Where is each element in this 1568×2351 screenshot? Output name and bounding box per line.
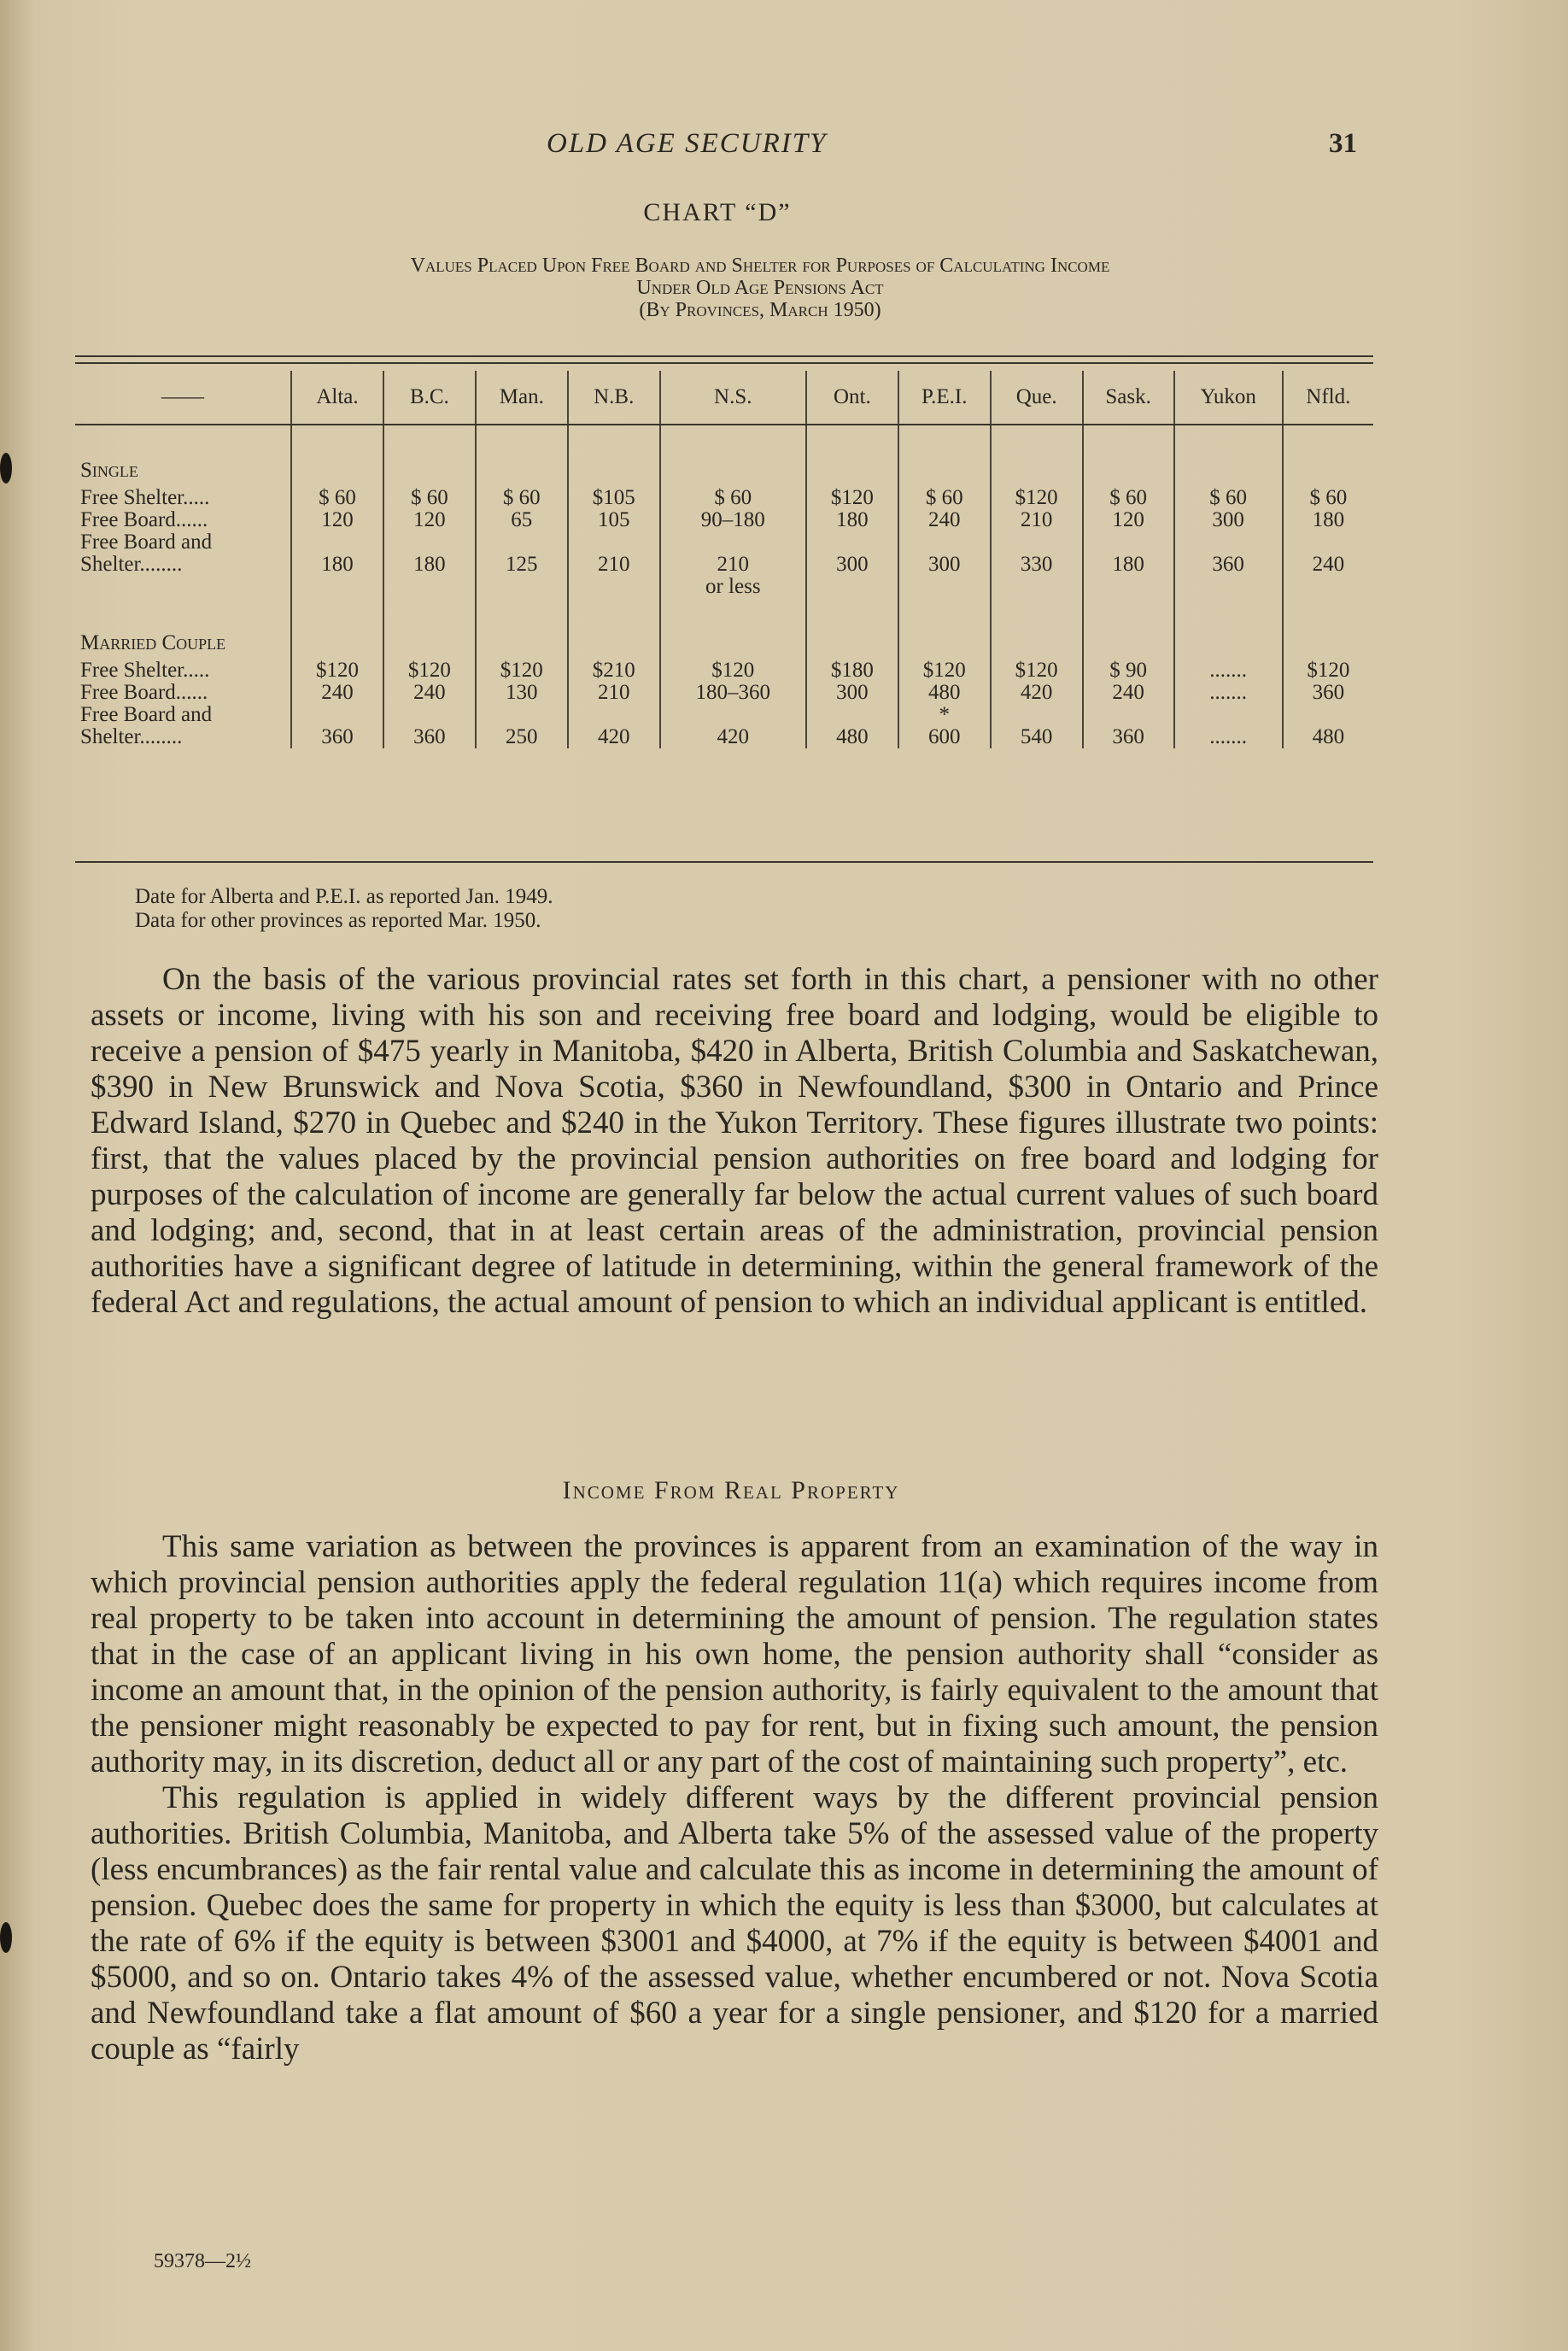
table-row [75,487,1373,509]
table-cell [383,531,476,554]
table-cell [1083,704,1174,726]
table-cell: 120 [291,509,383,531]
table-top-rule [75,355,1373,364]
column-header: Que. [991,371,1083,425]
table-notes [135,885,553,933]
table-cell: $ 60 [1083,487,1174,509]
table-cell [1174,576,1283,598]
table-cell: $120 [806,487,898,509]
empty-cell [476,425,568,487]
empty-cell [806,598,898,660]
body-paragraph-block [91,962,1378,1321]
table-cell [476,704,568,726]
row-label: Shelter........ [80,553,183,576]
empty-cell [291,425,383,487]
table-row [75,682,1373,704]
table-cell [898,531,991,554]
table-cell [898,576,991,598]
table-row [75,509,1373,531]
table-cell: 120 [383,509,476,531]
empty-cell [1174,425,1283,487]
table-cell [383,576,476,598]
table-note: Data for other provinces as reported Mar. 1950. [135,909,541,932]
empty-cell [991,425,1083,487]
table-cell: 420 [660,726,806,748]
table-cell: 480 [806,726,898,748]
empty-cell [898,425,991,487]
printer-code: 59378—2½ [154,2250,251,2272]
table-cell: 240 [898,509,991,531]
table-row [75,726,1373,748]
section-label: Married Couple [80,631,226,654]
table-row [75,660,1373,682]
table-cell: 210 [991,509,1083,531]
binding-mark [0,453,12,484]
table-cell: 240 [1083,682,1174,704]
empty-cell [568,598,660,660]
section-heading: Income From Real Property [562,1476,900,1504]
table-cell: 180 [806,509,898,531]
column-header: Sask. [1083,371,1174,425]
table-section-row [75,598,1373,660]
table-cell: $ 60 [1174,487,1283,509]
table-cell [291,576,383,598]
column-header: Man. [476,371,568,425]
empty-cell [383,598,476,660]
row-label [75,576,291,598]
table-cell: 300 [806,682,898,704]
table-cell: $120 [660,660,806,682]
empty-cell [1083,598,1174,660]
table-cell: $105 [568,487,660,509]
rates-table [75,371,1373,748]
table-cell: $120 [291,660,383,682]
table-row [75,554,1373,576]
table-cell: 210 [660,554,806,576]
table-cell [568,531,660,554]
body-paragraph: This same variation as between the provinces is apparent from an examination of the way in which provincial pension authorities apply the federal regulation 11(a) which requires income from real property to be taken into account in determining the amount of pension. The regulation states that in the case of an applicant living in his own home, the pension authority shall “consider as income an amount that, in the opinion of the pension authority, is fairly equivalent to the amount that the pensioner might reasonably be expected to pay for rent, but in fixing such amount, the pension authority may, in its discretion, deduct all or any part of the cost of maintaining such property”, etc. [91,1529,1378,1779]
table-cell: 125 [476,554,568,576]
table-cell: 210 [568,682,660,704]
table-cell [660,704,806,726]
table-cell: 130 [476,682,568,704]
column-header: P.E.I. [898,371,991,425]
empty-cell [291,598,383,660]
table-cell: $ 60 [660,487,806,509]
table-cell: 90–180 [660,509,806,531]
table-body [75,425,1373,748]
table-cell: 300 [806,554,898,576]
table-cell: 180 [291,554,383,576]
running-title: OLD AGE SECURITY [547,128,828,159]
table-cell: $ 60 [1283,487,1373,509]
table-cell: 240 [383,682,476,704]
empty-cell [568,425,660,487]
table-cell: $120 [991,660,1083,682]
table-row [75,704,1373,726]
chart-subtitle-line: (By Provinces, March 1950) [639,299,881,321]
table-cell: $120 [476,660,568,682]
table-cell [991,704,1083,726]
row-label: Free Board and [80,531,213,554]
body-paragraph: This regulation is applied in widely different ways by the different provincial pension authorities. British Columbia, Manitoba, and Alberta take 5% of the assessed value of the property (less encumbrances) as the fair rental value and calculate this as income in determining the amount of pension. Quebec does the same for property in which the equity is less than $3000, but calculates at the rate of 6% if the equity is between $3001 and $4000, at 7% if the equity is between $4001 and $5000, and so on. Ontario takes 4% of the assessed value, whether encumbered or not. Nova Scotia and Newfoundland take a flat amount of $60 a year for a single pensioner, and $120 for a married couple as “fairly [91,1780,1378,2067]
table-row [75,531,1373,554]
table-cell [291,704,383,726]
table-cell: 180 [383,554,476,576]
row-label: Free Board and [80,703,213,726]
table-cell: 65 [476,509,568,531]
table-cell: $ 90 [1083,660,1174,682]
body-paragraph-block [91,1529,1378,2067]
table-cell: 600 [898,726,991,748]
table-cell [806,704,898,726]
table-cell: 250 [476,726,568,748]
table-cell [660,531,806,554]
table-cell: 120 [1083,509,1174,531]
column-header: B.C. [383,371,476,425]
table-cell: $ 60 [476,487,568,509]
table-cell [568,704,660,726]
table-cell [1083,531,1174,554]
table-cell: ....... [1174,726,1283,748]
table-cell: 480 [898,682,991,704]
row-label: Free Board...... [80,681,208,704]
empty-cell [1174,598,1283,660]
table-cell [1283,704,1373,726]
table-cell [1174,704,1283,726]
table-cell: 330 [991,554,1083,576]
table-header-row [75,371,1373,425]
row-label: Free Shelter..... [80,659,210,682]
row-label: Shelter........ [80,725,183,748]
column-header: —— [75,371,291,425]
table-cell [1083,576,1174,598]
empty-cell [898,598,991,660]
table-cell: ....... [1174,682,1283,704]
table-cell: 180–360 [660,682,806,704]
rates-table-region [75,355,1373,863]
column-header: Yukon [1174,371,1283,425]
table-cell [1283,531,1373,554]
row-label: Free Shelter..... [80,486,210,509]
table-cell [806,531,898,554]
table-cell: 360 [291,726,383,748]
table-cell: 240 [1283,554,1373,576]
empty-cell [1283,425,1373,487]
table-cell: 420 [568,726,660,748]
table-cell [291,531,383,554]
table-cell: $ 60 [291,487,383,509]
table-cell: $120 [383,660,476,682]
table-cell: * [898,704,991,726]
body-paragraph: On the basis of the various provincial rates set forth in this chart, a pensioner with no other assets or income, living with his son and receiving free board and lodging, would be eligible to receive a pension of $475 yearly in Manitoba, $420 in Alberta, British Columbia and Saskatchewan, $390 in New Brunswick and Nova Scotia, $360 in Newfoundland, $300 in Ontario and Prince Edward Island, $270 in Quebec and $240 in the Yukon Territory. These figures illustrate two points: first, that the values placed by the provincial pension authorities on free board and lodging for purposes of the calculation of income are generally far below the actual current values of such board and lodging; and, second, that in at least certain areas of the administration, provincial pension authorities have a significant degree of latitude in determining, within the general framework of the federal Act and regulations, the actual amount of pension to which an individual applicant is entitled. [91,962,1378,1320]
table-cell [806,576,898,598]
empty-cell [1283,598,1373,660]
table-cell: 360 [1174,554,1283,576]
table-cell: 360 [383,726,476,748]
table-cell [568,576,660,598]
column-header: Ont. [806,371,898,425]
empty-cell [806,425,898,487]
table-cell: $120 [1283,660,1373,682]
column-header: Alta. [291,371,383,425]
table-cell: 240 [291,682,383,704]
table-cell: 210 [568,554,660,576]
page-number: 31 [1329,128,1357,159]
table-section-row [75,425,1373,487]
table-cell [991,531,1083,554]
table-cell: 105 [568,509,660,531]
table-cell: $ 60 [898,487,991,509]
empty-cell [476,598,568,660]
empty-cell [660,598,806,660]
table-cell: 420 [991,682,1083,704]
table-cell: 300 [898,554,991,576]
row-label: Free Board...... [80,508,208,531]
table-row [75,576,1373,598]
table-cell: 180 [1083,554,1174,576]
empty-cell [660,425,806,487]
table-cell [383,704,476,726]
table-cell: or less [660,576,806,598]
table-cell: $120 [991,487,1083,509]
chart-subtitle [68,255,1452,321]
column-header: Nfld. [1283,371,1373,425]
chart-subtitle-line: Under Old Age Pensions Act [636,277,884,299]
table-cell [991,576,1083,598]
section-label: Single [80,459,138,482]
table-cell: 360 [1083,726,1174,748]
chart-title: CHART “D” [643,198,792,226]
table-cell: 300 [1174,509,1283,531]
table-cell: 540 [991,726,1083,748]
table-cell: 360 [1283,682,1373,704]
table-cell [1283,576,1373,598]
binding-mark [0,1922,12,1953]
table-cell: 180 [1283,509,1373,531]
table-cell: $120 [898,660,991,682]
table-cell: $ 60 [383,487,476,509]
table-cell: 480 [1283,726,1373,748]
empty-cell [1083,425,1174,487]
table-bottom-rule [75,861,1373,863]
table-cell: $210 [568,660,660,682]
table-cell [1174,531,1283,554]
table-note: Date for Alberta and P.E.I. as reported Jan. 1949. [135,885,553,908]
running-head [0,128,1568,162]
column-header: N.B. [568,371,660,425]
column-header: N.S. [660,371,806,425]
table-cell: ....... [1174,660,1283,682]
chart-subtitle-line: Values Placed Upon Free Board and Shelter for Purposes of Calculating Income [410,255,1110,277]
table-cell [476,576,568,598]
table-cell: $180 [806,660,898,682]
table-cell [476,531,568,554]
empty-cell [991,598,1083,660]
empty-cell [383,425,476,487]
